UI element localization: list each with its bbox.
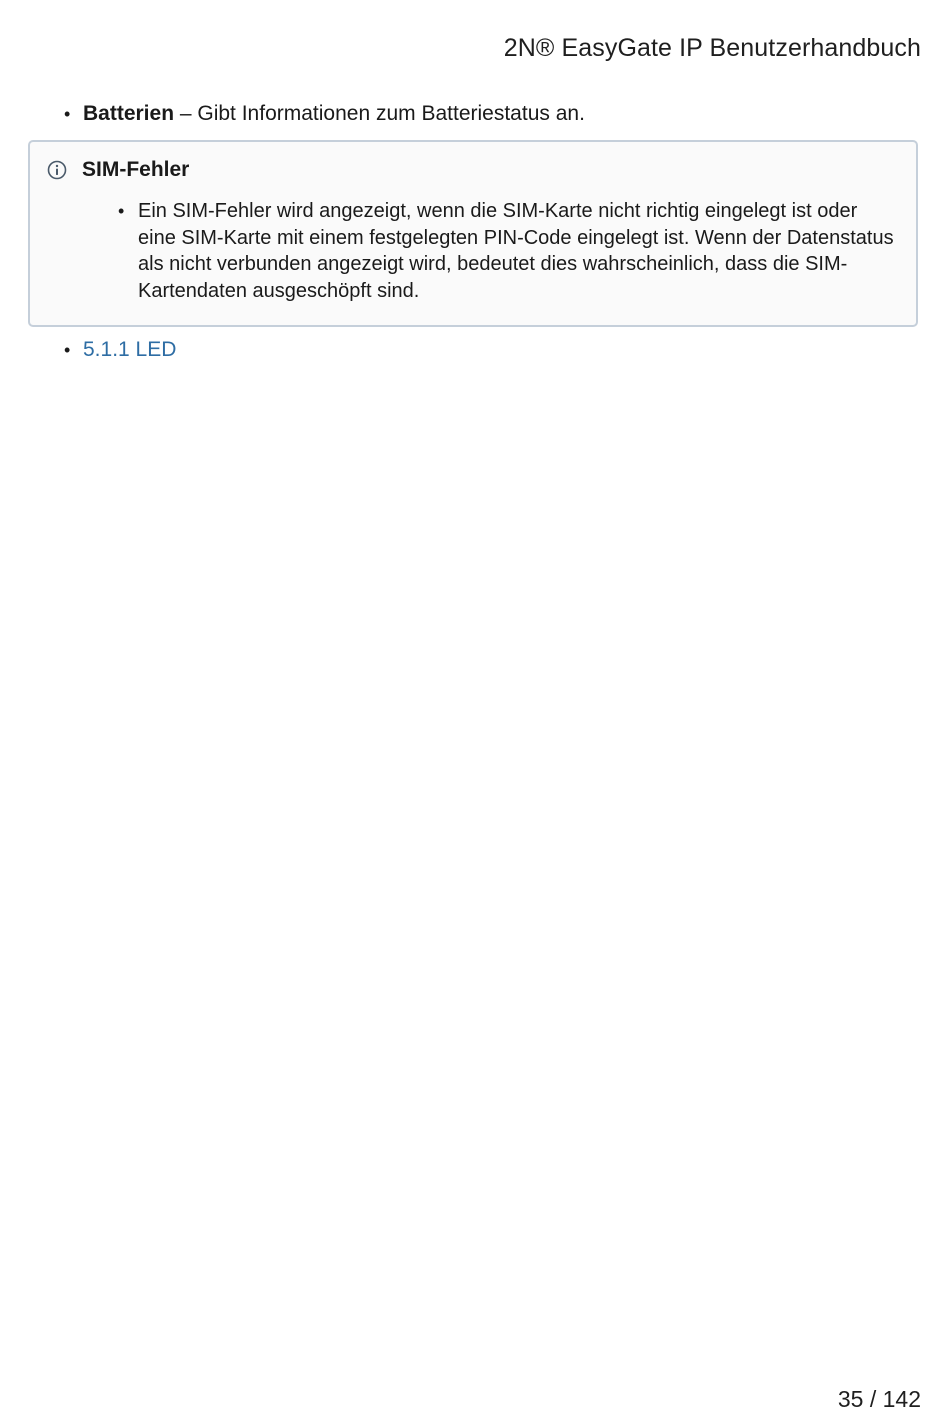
info-box-text: Ein SIM-Fehler wird angezeigt, wenn die SIM-Karte nicht richtig eingelegt ist oder eine SIM-Karte mit einem festgelegten PIN-Code eingelegt ist. Wenn der Datenstatus als nicht verbunden angezeigt wird, bedeutet dies wahrscheinlich, dass die SIM-Kartendaten ausgeschöpft sind. (138, 200, 894, 302)
page-header-title: 2N® EasyGate IP Benutzerhandbuch (503, 34, 921, 62)
bullet: • (118, 201, 125, 221)
info-box-title: SIM-Fehler (82, 158, 190, 181)
page-number: 35 / 142 (837, 1386, 921, 1412)
list-item-description: – Gibt Informationen zum Batteriestatus an. (174, 102, 585, 125)
info-box-list-item (118, 198, 898, 304)
list-item-term: Batterien (83, 102, 175, 125)
info-circle-icon (47, 160, 67, 180)
info-box (28, 140, 918, 327)
list-item-led (64, 337, 176, 363)
list-item-batteries (64, 101, 585, 127)
led-section-link[interactable]: 5.1.1 LED (83, 338, 177, 361)
bullet: • (64, 104, 71, 124)
bullet: • (64, 340, 71, 360)
